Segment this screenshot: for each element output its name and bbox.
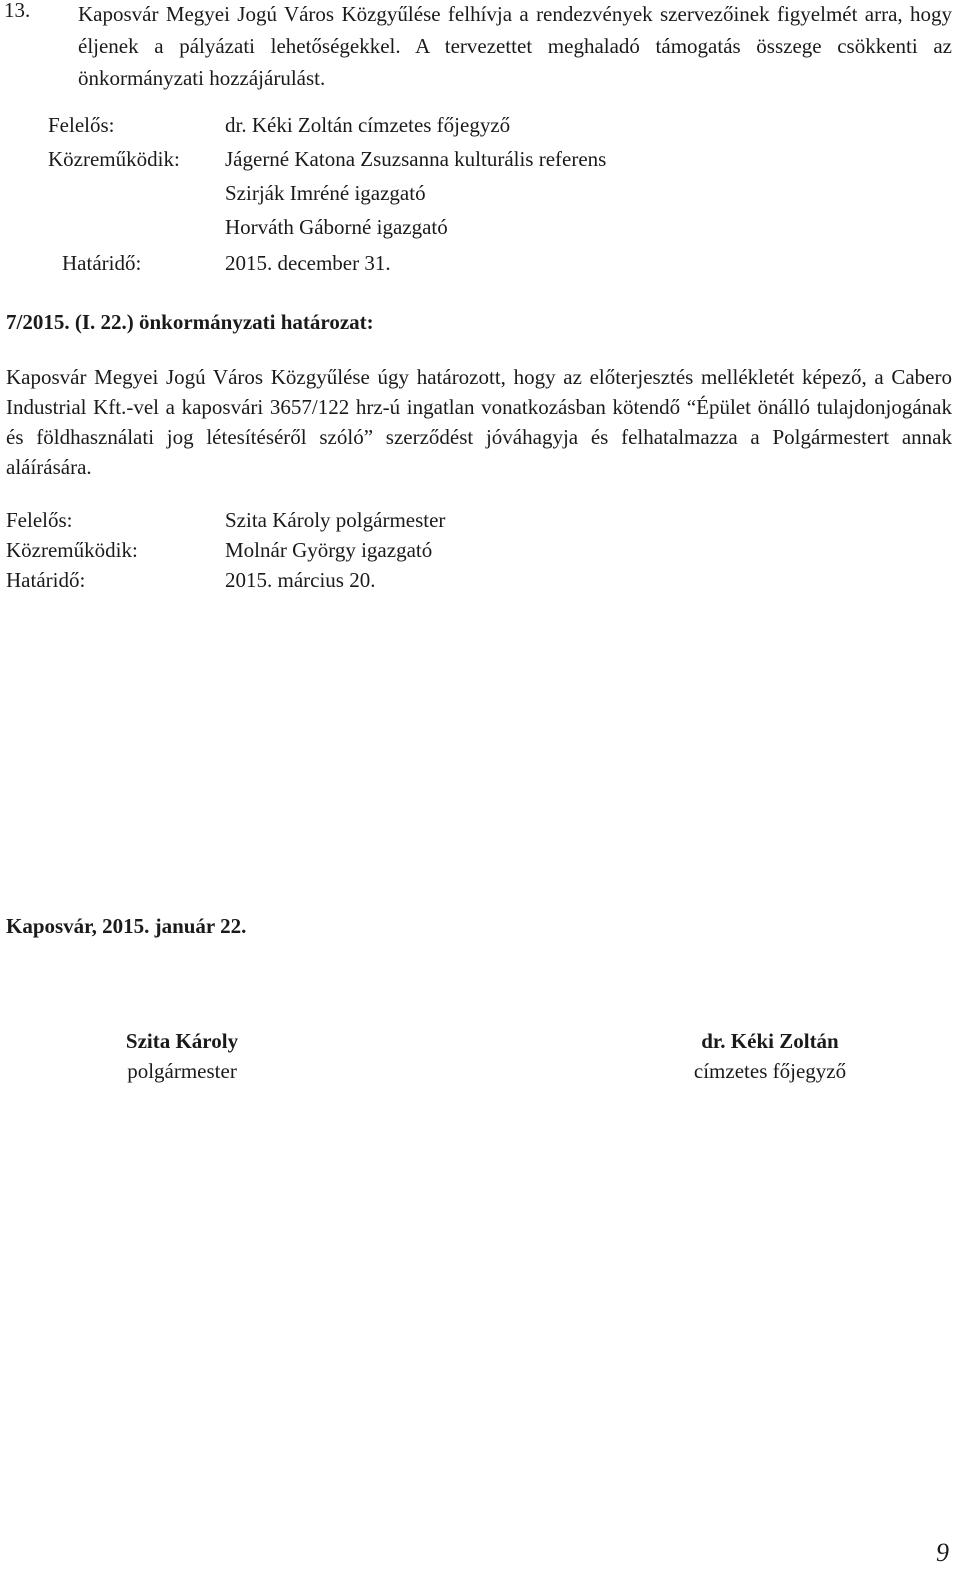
place-date: Kaposvár, 2015. január 22.: [6, 914, 247, 938]
item-13: [0, 0, 960, 90]
item-text: Kaposvár Megyei Jogú Város Közgyűlése felhívja a rendezvények szervezőinek figyelmét arra, hogy éljenek a pályázati lehetőségekkel. A tervezettet meghaladó támogatás összege csökkenti az önkormányzati hozzájárulást.: [78, 2, 952, 90]
item-number: 13.: [4, 0, 31, 22]
signatory-title: polgármester: [127, 1059, 237, 1083]
felelos-value: dr. Kéki Zoltán címzetes főjegyző: [225, 113, 511, 137]
signature-block-notary: [660, 1026, 880, 1086]
decision-heading: 7/2015. (I. 22.) önkormányzati határozat:: [6, 310, 374, 334]
hatarido-value: 2015. december 31.: [225, 251, 391, 275]
hatarido-label: Határidő:: [6, 568, 86, 592]
decision-body: Kaposvár Megyei Jogú Város Közgyűlése úgy határozott, hogy az előterjesztés mellékletét képező, a Cabero Industrial Kft.-vel a kaposvári 3657/122 hrz-ú ingatlan vonatkozásban kötendő “Épület önálló tulajdonjogának és földhasználati jog létesítéséről szóló” szerződést jóváhagyja és felhatalmazza a Polgármestert annak aláírására.: [6, 365, 952, 479]
signatory-title: címzetes főjegyző: [693, 1059, 847, 1083]
kozremukodik-value: Jágerné Katona Zsuzsanna kulturális referens: [225, 147, 607, 171]
kozremukodik-value: Horváth Gáborné igazgató: [225, 215, 448, 239]
kozremukodik-value: Szirják Imréné igazgató: [225, 181, 426, 205]
page-number: 9: [936, 1538, 949, 1567]
responsibility-block-2: [0, 505, 960, 600]
felelos-value: Szita Károly polgármester: [225, 508, 446, 532]
kozremukodik-value: Molnár György igazgató: [225, 538, 433, 562]
felelos-label: Felelős:: [6, 508, 73, 532]
kozremukodik-label: Közreműködik:: [48, 147, 180, 171]
responsibility-block-1: [0, 108, 960, 278]
hatarido-value: 2015. március 20.: [225, 568, 376, 592]
hatarido-label: Határidő:: [62, 251, 142, 275]
felelos-label: Felelős:: [48, 113, 115, 137]
signature-block-mayor: [82, 1026, 282, 1086]
signatory-name: dr. Kéki Zoltán: [701, 1029, 839, 1053]
kozremukodik-label: Közreműködik:: [6, 538, 138, 562]
signatory-name: Szita Károly: [125, 1029, 239, 1053]
